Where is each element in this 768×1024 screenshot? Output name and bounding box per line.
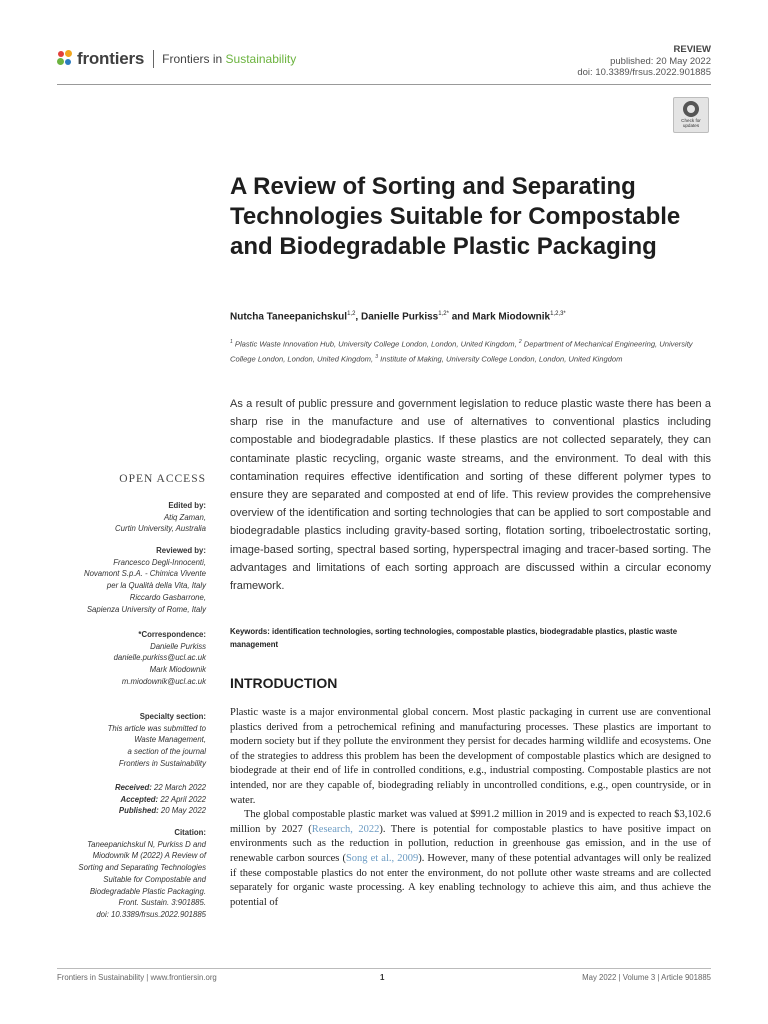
check-updates-icon bbox=[683, 101, 699, 117]
article-title: A Review of Sorting and Separating Technologies Suitable for Compostable and Biodegradable Plastic Packaging bbox=[230, 173, 681, 260]
citation-line: Front. Sustain. 3:901885. bbox=[118, 898, 206, 908]
specialty-line: Frontiers in Sustainability bbox=[118, 758, 206, 768]
reviewer-line: Novamont S.p.A. - Chimica Vivente bbox=[83, 569, 206, 579]
correspondence-label: *Correspondence: bbox=[138, 630, 206, 639]
editor-line: Curtin University, Australia bbox=[115, 524, 206, 534]
received-date bbox=[40, 782, 206, 794]
frontiers-logo[interactable] bbox=[57, 46, 296, 72]
citation-line: Taneepanichskul N, Purkiss D and bbox=[87, 839, 206, 849]
author-affil-sup: 1,2* bbox=[438, 311, 449, 317]
author-list bbox=[230, 311, 710, 322]
citation-line: Miodownik M (2022) A Review of bbox=[92, 851, 206, 861]
correspondent-email[interactable]: danielle.purkiss@ucl.ac.uk bbox=[113, 653, 206, 663]
accepted-date bbox=[40, 794, 206, 806]
published-date: published: 20 May 2022 bbox=[610, 55, 711, 67]
introduction-body bbox=[230, 706, 711, 910]
affil-number: 1 bbox=[230, 339, 233, 345]
received-value: 22 March 2022 bbox=[153, 783, 206, 792]
check-for-updates-button[interactable] bbox=[673, 97, 709, 133]
correspondent-name: Danielle Purkiss bbox=[150, 641, 206, 651]
specialty-line: a section of the journal bbox=[127, 747, 206, 757]
intro-text: The global compostable plastic market was valued at $991.2 million in 2019 and is expected to reach $3,102.6 million by 2027 ( bbox=[230, 809, 711, 835]
reviewer-line: Francesco Degli-Innocenti, bbox=[113, 557, 206, 567]
editor-line: Atiq Zaman, bbox=[163, 512, 206, 522]
reviewer-line: Riccardo Gasbarrone, bbox=[129, 592, 206, 602]
edited-by-section bbox=[40, 500, 206, 535]
published-value: 20 May 2022 bbox=[160, 806, 206, 816]
reviewer-line: per la Qualità della Vita, Italy bbox=[106, 581, 206, 591]
footer-divider bbox=[57, 968, 711, 969]
keywords: Keywords: identification technologies, sorting technologies, compostable plastics, biodegradable plastics, plastic waste management bbox=[230, 627, 678, 649]
affil-number: 2 bbox=[518, 339, 522, 345]
page-number: 1 bbox=[380, 973, 385, 982]
published-label: Published: bbox=[118, 806, 159, 816]
accepted-value: 22 April 2022 bbox=[160, 794, 206, 804]
author-separator: , bbox=[355, 311, 361, 323]
journal-name bbox=[162, 52, 296, 66]
author-name[interactable]: Mark Miodownik bbox=[472, 311, 551, 323]
citation-line: Suitable for Compostable and bbox=[103, 874, 206, 884]
published-date-sidebar bbox=[40, 805, 206, 817]
journal-prefix: Frontiers in bbox=[162, 52, 226, 66]
intro-paragraph-2 bbox=[230, 808, 711, 910]
citation-doi[interactable]: doi: 10.3389/frsus.2022.901885 bbox=[96, 909, 206, 919]
check-updates-label: Check for updates bbox=[681, 118, 701, 128]
correspondent-email[interactable]: m.miodownik@ucl.ac.uk bbox=[121, 676, 206, 686]
section-heading-introduction: INTRODUCTION bbox=[230, 675, 338, 691]
edited-by-label: Edited by: bbox=[168, 501, 206, 510]
footer-issue-info: May 2022 | Volume 3 | Article 901885 bbox=[582, 973, 711, 982]
open-access-label: OPEN ACCESS bbox=[119, 473, 206, 485]
specialty-section bbox=[40, 711, 206, 770]
author-name[interactable]: Danielle Purkiss bbox=[360, 311, 439, 323]
author-affil-sup: 1,2 bbox=[347, 311, 356, 317]
citation-line: Sorting and Separating Technologies bbox=[78, 863, 206, 873]
logo-wordmark: frontiers bbox=[77, 49, 145, 68]
author-affil-sup: 1,2,3* bbox=[550, 311, 566, 317]
specialty-line: Waste Management, bbox=[134, 735, 206, 745]
dates-section bbox=[40, 782, 206, 817]
frontiers-logo-mark-icon bbox=[57, 50, 73, 68]
citation-label: Citation: bbox=[174, 828, 206, 837]
reviewer-line: Sapienza University of Rome, Italy bbox=[86, 604, 206, 614]
specialty-label: Specialty section: bbox=[139, 712, 206, 721]
intro-paragraph-1: Plastic waste is a major environmental global concern. Most plastic packaging in current use are conventional plastics derived from a petrochemical refining and manufacturing processes. These plastics are important to modern society but if they pollute the environment they persist for decades harming wildlife and ecosystems. One of the strategies to address this problem has been the development of compostable plastics which are designed to biodegrade at their end of life in controlled conditions, e.g., industrial composting. Compostable plastics are not intended, nor are they capable of, biodegrading reliably in uncontrolled conditions, e.g., open countryside, or in water. bbox=[230, 707, 711, 806]
affil-text: Institute of Making, University College London, London, United Kingdom bbox=[380, 354, 623, 364]
reviewed-by-section bbox=[40, 545, 206, 615]
author-separator: and bbox=[448, 311, 473, 323]
citation-section bbox=[40, 827, 206, 921]
specialty-line: This article was submitted to bbox=[107, 723, 206, 733]
logo-divider bbox=[153, 50, 154, 68]
citation-line: Biodegradable Plastic Packaging. bbox=[89, 886, 206, 896]
affil-text: Plastic Waste Innovation Hub, University College London, London, United Kingdom, bbox=[234, 339, 519, 349]
accepted-label: Accepted: bbox=[120, 794, 159, 804]
received-label: Received: bbox=[114, 783, 152, 792]
article-doi[interactable]: doi: 10.3389/frsus.2022.901885 bbox=[577, 67, 711, 78]
article-meta bbox=[577, 44, 711, 79]
affil-number: 3 bbox=[375, 353, 379, 360]
header-divider bbox=[57, 84, 711, 85]
correspondence-section bbox=[40, 629, 206, 688]
footer-journal-link[interactable]: Frontiers in Sustainability | www.frontiersin.org bbox=[57, 973, 217, 982]
reference-link[interactable]: Song et al., 2009 bbox=[345, 852, 419, 864]
author-name[interactable]: Nutcha Taneepanichskul bbox=[230, 311, 348, 323]
article-type: REVIEW bbox=[673, 44, 711, 55]
affiliations bbox=[230, 336, 710, 365]
intro-text: ). However, many of these potential advantages will only be realized if these compostable plastics do not enter the environment, do not pollute other waste streams and are collected separately for organic waste processing. A key enabling technology to achieve this aim, and thus achieve the potential of bbox=[230, 852, 712, 908]
affil-text: Department of Mechanical Engineering, University College London, London, United Kingdom, bbox=[230, 339, 693, 364]
journal-suffix: Sustainability bbox=[225, 52, 297, 66]
abstract: As a result of public pressure and government legislation to reduce plastic waste there has been a sharp rise in the manufacture and use of alternatives to conventional plastics including compostable and biodegradable plastics. If these plastics are not collected separately, they can contaminate plastic recycling, organic waste streams, and the environment. To deal with this contamination requires effective identification and sorting of these different polymer types to ensure they are separated and composted at end of life. This review provides the comprehensive overview of the identification and sorting technologies that can be applied to sort compostable and biodegradable plastics including gravity-based sorting, flotation sorting, triboelectrostatic sorting, image-based sorting, spectral based sorting, hyperspectral imaging and tracer-based sorting. The advantages and limitations of each sorting approach are discussed within a circular economy framework. bbox=[230, 398, 711, 593]
intro-text: ). There is potential for compostable plastics to have positive impact on environments such as the reduction in pollution, reduction in greenhouse gas emission, and in the use of renewable carbon sources ( bbox=[230, 823, 711, 864]
correspondent-name: Mark Miodownik bbox=[149, 665, 206, 675]
reference-link[interactable]: Research, 2022 bbox=[311, 823, 380, 835]
reviewed-by-label: Reviewed by: bbox=[156, 546, 206, 555]
